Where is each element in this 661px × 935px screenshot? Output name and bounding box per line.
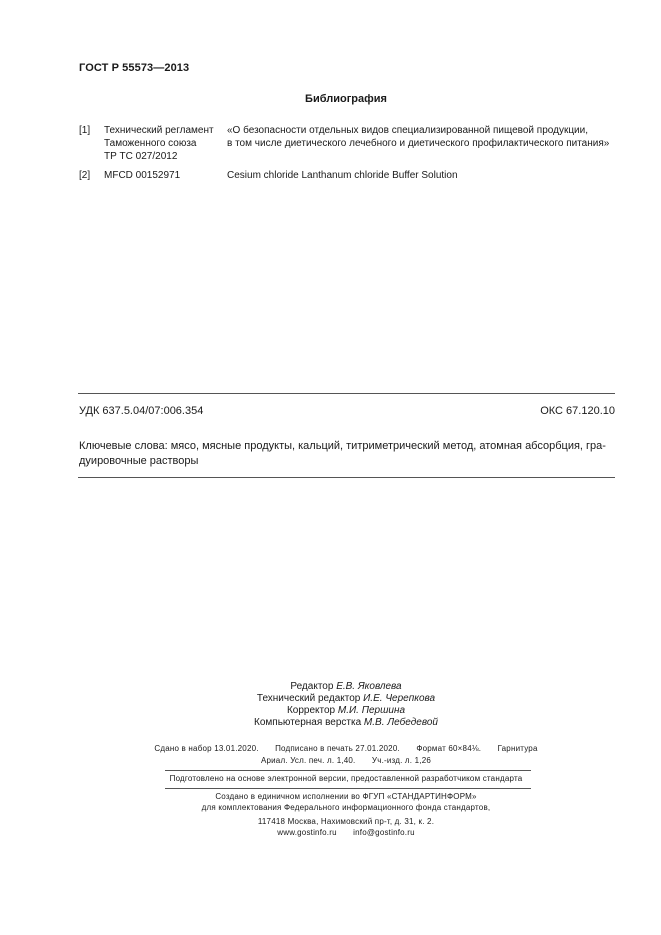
- credit-editor: [0, 681, 661, 694]
- publisher-address: 117418 Москва, Нахимовский пр-т, д. 31, к. 2.: [257, 817, 435, 826]
- source-line: Технический регламент: [104, 125, 214, 136]
- print-format: Формат 60×84⅛.: [416, 744, 482, 753]
- bibliography-title: Библиография: [305, 93, 387, 105]
- bibliography-entry-number: [1]: [79, 125, 91, 136]
- credit-person: Е.В. Яковлева: [336, 681, 402, 692]
- credit-role: Технический редактор: [256, 693, 361, 704]
- udk-code: УДК 637.5.04/07:006.354: [79, 405, 204, 417]
- bibliography-entry-source: [104, 169, 224, 182]
- print-info-line: [0, 756, 661, 767]
- title-line: Cesium chloride Lanthanum chloride Buffer Solution: [227, 170, 458, 181]
- credit-corrector: [0, 705, 661, 718]
- bibliography-entry-number: [2]: [79, 170, 91, 181]
- keywords-line: Ключевые слова: мясо, мясные продукты, кальций, титриметрический метод, атомная абсорбция, гра-: [79, 440, 606, 452]
- credit-person: М.И. Першина: [337, 705, 406, 716]
- pub-sheets: Уч.-изд. л. 1,26: [371, 756, 432, 765]
- credit-person: М.В. Лебедевой: [363, 717, 438, 728]
- publisher-line: Создано в единичном исполнении во ФГУП «СТАНДАРТИНФОРМ»: [215, 792, 477, 801]
- title-line: «О безопасности отдельных видов специализированной пищевой продукции,: [227, 125, 588, 136]
- print-sheets: Усл. печ. л. 1,40.: [290, 756, 356, 765]
- print-font: Ариал.: [260, 756, 288, 765]
- bibliography-entry-title: [227, 124, 627, 150]
- oks-code: ОКС 67.120.10: [540, 405, 615, 417]
- divider: [78, 477, 615, 478]
- credit-role: Компьютерная верстка: [254, 717, 362, 728]
- bibliography-entry-title: [227, 169, 627, 182]
- credit-role: Редактор: [290, 681, 334, 692]
- source-line: MFCD 00152971: [104, 170, 181, 181]
- keywords-line: дуировочные растворы: [79, 455, 199, 467]
- source-line: Таможенного союза: [104, 138, 197, 149]
- keywords: [79, 439, 615, 469]
- divider: [78, 393, 615, 394]
- divider: [165, 788, 531, 789]
- prepared-note: Подготовлено на основе электронной версии, предоставленной разработчиком стандарта: [169, 774, 523, 783]
- publisher-email[interactable]: info@gostinfo.ru: [353, 828, 415, 837]
- title-line: в том числе диетического лечебного и диетического профилактического питания»: [227, 138, 610, 149]
- divider: [165, 770, 531, 771]
- print-sent: Сдано в набор 13.01.2020.: [154, 744, 259, 753]
- publisher-contacts: [0, 828, 661, 839]
- credit-person: И.Е. Черепкова: [363, 693, 436, 704]
- credit-tech-editor: [0, 693, 661, 706]
- print-signed: Подписано в печать 27.01.2020.: [275, 744, 400, 753]
- print-typeface: Гарнитура: [497, 744, 538, 753]
- credit-role: Корректор: [286, 705, 336, 716]
- publisher-line: для комплектования Федерального информационного фонда стандартов,: [201, 803, 491, 812]
- credit-layout: [0, 717, 661, 730]
- source-line: ТР ТС 027/2012: [104, 151, 178, 162]
- bibliography-entry-source: [104, 124, 224, 163]
- print-info-line: [0, 744, 661, 755]
- publisher-website[interactable]: www.gostinfo.ru: [277, 828, 337, 837]
- standard-code: ГОСТ Р 55573—2013: [79, 62, 190, 74]
